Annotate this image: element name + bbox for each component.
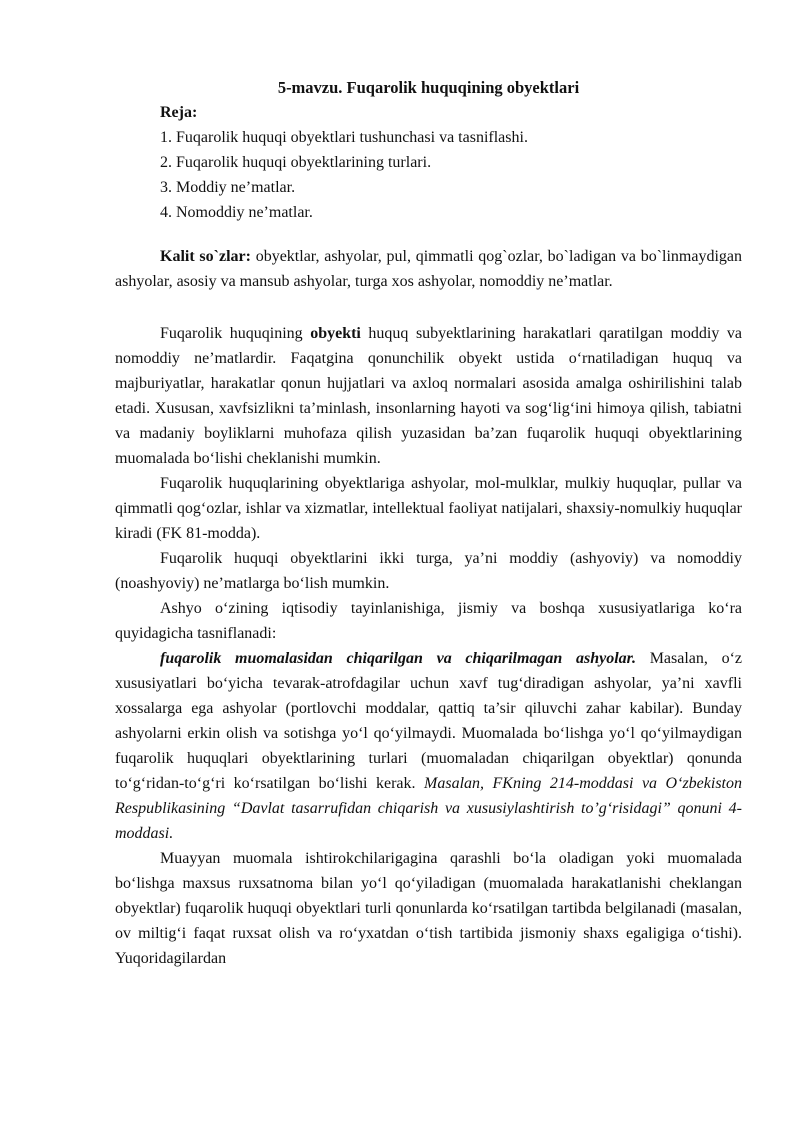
example-reference: Masalan, FKning 214-moddasi va O‘zbekiston Respublikasining “Davlat tasarrufidan chiqarish va xususiylashtirish to’g‘risidagi” qonuni 4-moddasi. bbox=[115, 775, 742, 842]
paragraph-text: Masalan, o‘z xususiyatlari bo‘yicha tevarak-atrofdagilar uchun xavf tug‘diradigan ashyolar, ya’ni xavfli xossalarga ega ashyolar (portlovchi moddalar, qattiq ta’sir qiluvchi zahar kabilar). Bunday ashyolarni erkin olish va sotishga yo‘l qo‘yilmaydi. Muomalada bo‘lishga yo‘l qo‘yilmaydigan fuqarolik huquqlari obyektlarining turlari (muomaladan chiqarilgan obyektlar) qonunda to‘g‘ridan-to‘g‘ri ko‘rsatilgan bo‘lishi kerak. bbox=[115, 650, 742, 792]
term-circulation: fuqarolik muomalasidan chiqarilgan va chiqarilmagan ashyolar. bbox=[160, 650, 637, 667]
paragraph-two-types: Fuqarolik huquqi obyektlarini ikki turga, ya’ni moddiy (ashyoviy) va nomoddiy (noashyoviy) ne’matlarga bo‘lish mumkin. bbox=[115, 550, 742, 592]
paragraph-object-definition bbox=[115, 321, 742, 471]
page-title: 5-mavzu. Fuqarolik huquqining obyektlari bbox=[277, 78, 580, 97]
paragraph-restricted-objects: Muayyan muomala ishtirokchilarigagina qarashli bo‘la oladigan yoki muomalada bo‘lishga maxsus ruxsatnoma bilan yo‘l qo‘yiladigan (muomalada harakatlanishi cheklangan obyektlar) fuqarolik huquqi obyektlari turli qonunlarda ko‘rsatilgan tartibda belgilanadi (masalan, ov miltig‘i faqat ruxsat olish va ro‘yxatdan o‘tish tartibida jismoniy shaxs egaligiga o‘tishi). Yuqoridagilardan bbox=[115, 850, 742, 967]
paragraph-classification: Ashyo o‘zining iqtisodiy tayinlanishiga, jismiy va boshqa xususiyatlariga ko‘ra quyidagicha tasniflanadi: bbox=[115, 600, 742, 642]
keywords-paragraph bbox=[115, 244, 742, 294]
plan-item: 3. Moddiy ne’matlar. bbox=[160, 179, 296, 196]
document-page bbox=[115, 76, 742, 971]
term-obyekti: obyekti bbox=[310, 325, 361, 342]
plan-item: 1. Fuqarolik huquqi obyektlari tushunchasi va tasniflashi. bbox=[160, 129, 528, 146]
plan-item: 2. Fuqarolik huquqi obyektlarining turlari. bbox=[160, 154, 432, 171]
keywords-label: Kalit so`zlar: bbox=[160, 248, 251, 265]
plan-section bbox=[160, 100, 742, 225]
plan-heading: Reja: bbox=[160, 104, 198, 121]
plan-item: 4. Nomoddiy ne’matlar. bbox=[160, 204, 313, 221]
keywords-text: obyektlar, ashyolar, pul, qimmatli qog`ozlar, bo`ladigan va bo`linmaydigan ashyolar, asosiy va mansub ashyolar, turga xos ashyolar, nomoddiy ne’matlar. bbox=[115, 248, 743, 290]
paragraph-text: Fuqarolik huquqining bbox=[160, 325, 311, 342]
paragraph-text: huquq subyektlarining harakatlari qaratilgan moddiy va nomoddiy ne’matlardir. Faqatgina qonunchilik obyekt ustida o‘rnatiladigan huquq va majburiyatlar, harakatlar qonun hujjatlari va axloq normalari asosida amalga oshirilishini talab etadi. Xususan, xavfsizlikni ta’minlash, insonlarning hayoti va sog‘lig‘ini himoya qilish, tabiatni va madaniy boyliklarni muhofaza qilish yuzasidan ba’zan fuqarolik huquqi obyektlarining muomalada bo‘lishi cheklanishi mumkin. bbox=[115, 325, 742, 467]
paragraph-objects-list: Fuqarolik huquqlarining obyektlariga ashyolar, mol-mulklar, mulkiy huquqlar, pullar va qimmatli qog‘ozlar, ishlar va xizmatlar, intellektual faoliyat natijalari, shaxsiy-nomulkiy huquqlar kiradi (FK 81-modda). bbox=[115, 475, 742, 542]
paragraph-circulation bbox=[115, 646, 742, 846]
